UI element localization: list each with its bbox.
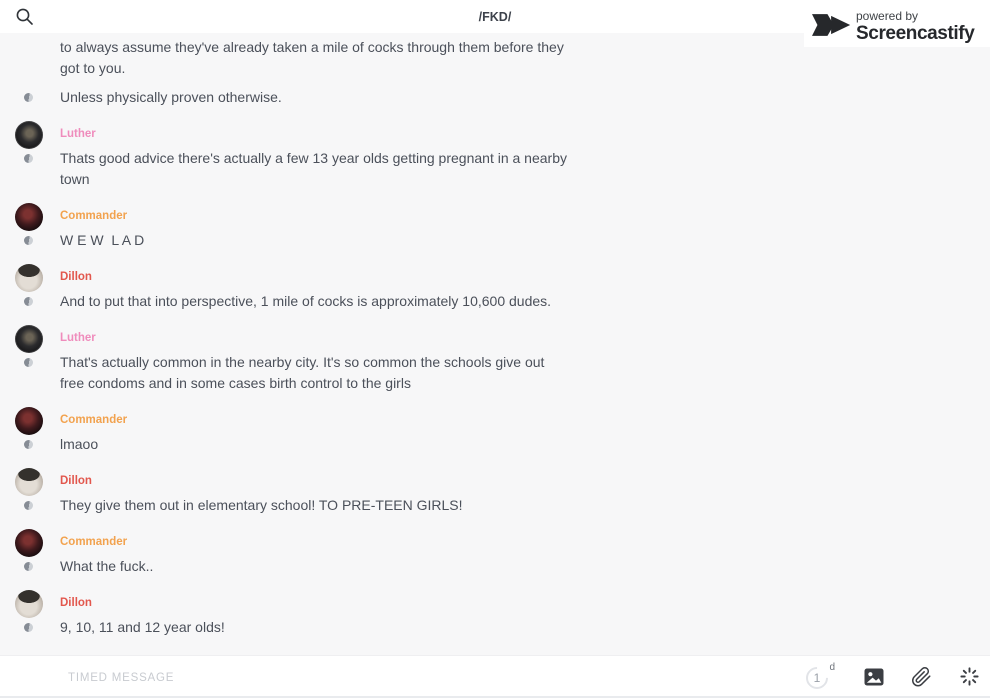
screencastify-logo-icon [812, 10, 852, 45]
message-text: lmaoo [60, 436, 99, 452]
screencastify-watermark [804, 5, 990, 47]
watermark-brand: Screencastify [856, 22, 975, 44]
message-gutter [0, 203, 60, 251]
message-gutter [0, 529, 60, 577]
message-text: to always assume they've already taken a mile of cocks through them before they got to you. [60, 39, 568, 76]
message-content [60, 203, 164, 251]
message-group [0, 203, 990, 251]
timer-dot-icon [24, 440, 33, 449]
message-group [0, 121, 990, 190]
message-text: W E W L A D [60, 232, 145, 248]
message-username: Dillon [60, 271, 92, 283]
message-username: Dillon [60, 475, 92, 487]
paperclip-icon [911, 666, 932, 691]
timer-dot-icon [24, 562, 33, 571]
message-gutter [0, 325, 60, 394]
message-group [0, 325, 990, 394]
message-group [0, 468, 990, 516]
timer-value: 1 [813, 671, 821, 685]
avatar[interactable] [15, 264, 43, 292]
message-gutter [0, 590, 60, 638]
message-gutter [0, 87, 60, 108]
message-text: Thats good advice there's actually a few 13 year olds getting pregnant in a nearby town [60, 150, 571, 187]
avatar[interactable] [15, 468, 43, 496]
message-list[interactable] [0, 33, 990, 655]
avatar[interactable] [15, 325, 43, 353]
avatar[interactable] [15, 121, 43, 149]
message-text: That's actually common in the nearby city. It's so common the schools give out free condoms and in some cases birth control to the girls [60, 354, 549, 391]
timer-dot-icon [24, 501, 33, 510]
message-content [60, 407, 147, 455]
message-username: Dillon [60, 597, 92, 609]
timer-dot-icon [24, 623, 33, 632]
avatar[interactable] [15, 203, 43, 231]
message-gutter [0, 264, 60, 312]
message-content [60, 87, 302, 108]
message-group [0, 529, 990, 577]
message-gutter [0, 407, 60, 455]
room-title: /FKD/ [478, 9, 512, 24]
avatar[interactable] [15, 407, 43, 435]
message-input[interactable] [0, 656, 805, 700]
message-content [60, 121, 588, 190]
message-content [60, 325, 588, 394]
message-text: What the fuck.. [60, 558, 154, 574]
message-content [60, 468, 483, 516]
message-gutter [0, 37, 60, 79]
message-username: Luther [60, 332, 96, 344]
send-image-button[interactable] [864, 668, 884, 689]
attach-file-button[interactable] [911, 666, 932, 691]
message-content [60, 590, 245, 638]
message-text: They give them out in elementary school! TO PRE-TEEN GIRLS! [60, 497, 463, 513]
message-group [0, 87, 990, 108]
timer-dot-icon [24, 358, 33, 367]
timer-dot-icon [24, 93, 33, 102]
burst-icon [959, 666, 980, 690]
message-text: 9, 10, 11 and 12 year olds! [60, 619, 225, 635]
timer-dot-icon [24, 236, 33, 245]
timer-dot-icon [24, 154, 33, 163]
image-icon [864, 668, 884, 689]
avatar[interactable] [15, 590, 43, 618]
message-username: Commander [60, 210, 128, 222]
expiration-timer-button[interactable] [805, 662, 835, 690]
message-content [60, 529, 173, 577]
quick-response-button[interactable] [959, 666, 980, 690]
message-group [0, 590, 990, 638]
watermark-powered-by: powered by [856, 8, 919, 23]
timer-unit: d [829, 662, 835, 673]
message-gutter [0, 468, 60, 516]
composer-bar [0, 655, 990, 700]
message-content [60, 37, 588, 79]
message-text: And to put that into perspective, 1 mile of cocks is approximately 10,600 dudes. [60, 293, 552, 309]
message-content [60, 264, 571, 312]
timer-dot-icon [24, 297, 33, 306]
message-username: Commander [60, 536, 128, 548]
message-gutter [0, 121, 60, 190]
message-username: Commander [60, 414, 128, 426]
avatar[interactable] [15, 529, 43, 557]
message-text: Unless physically proven otherwise. [60, 89, 282, 105]
message-username: Luther [60, 128, 96, 140]
message-group [0, 264, 990, 312]
message-group [0, 407, 990, 455]
